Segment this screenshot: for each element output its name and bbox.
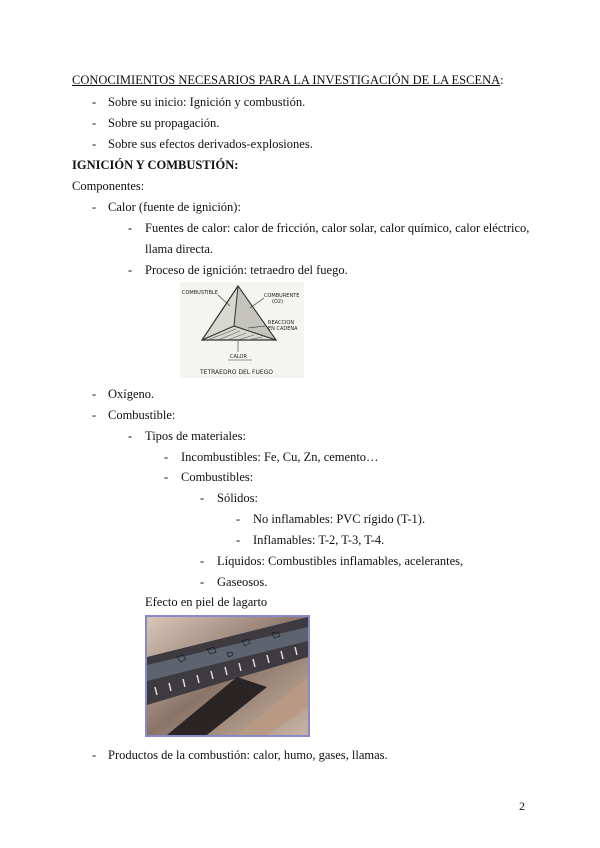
bullet-dash: - — [200, 554, 205, 568]
tipos-materiales: Tipos de materiales: — [145, 429, 246, 443]
label-comburente: COMBURENTE — [264, 293, 300, 299]
incombustibles-item: Incombustibles: Fe, Cu, Zn, cemento… — [181, 450, 379, 464]
solidos-item: Sólidos: — [217, 491, 258, 505]
figure-caption: TETRAEDRO DEL FUEGO — [200, 369, 274, 376]
bullet-dash: - — [128, 221, 133, 235]
page-heading: CONOCIMIENTOS NECESARIOS PARA LA INVESTIGACIÓN DE LA ESCENA: — [72, 73, 504, 87]
tetraedro-drawing — [180, 282, 304, 378]
bullet-dash: - — [92, 116, 97, 130]
bullet-dash: - — [164, 470, 169, 484]
section-title: IGNICIÓN Y COMBUSTIÓN: — [72, 158, 239, 172]
oxigeno-item: Oxígeno. — [108, 387, 155, 401]
charred-wood-image — [147, 617, 308, 735]
bullet-dash: - — [92, 95, 97, 109]
no-inflamables-item: No inflamables: PVC rígido (T-1). — [253, 512, 426, 526]
productos-item: Productos de la combustión: calor, humo, gases, llamas. — [108, 748, 388, 762]
page-number: 2 — [519, 799, 525, 813]
label-combustible: COMBUSTIBLE — [182, 290, 218, 296]
photo-caption: Efecto en piel de lagarto — [145, 595, 268, 609]
combustible-label: Combustible: — [108, 408, 176, 422]
bullet-dash: - — [92, 137, 97, 151]
intro-item-inicio: Sobre su inicio: Ignición y combustión. — [108, 95, 306, 109]
proceso-ignicion: Proceso de ignición: tetraedro del fuego. — [145, 263, 348, 277]
inflamables-item: Inflamables: T-2, T-3, T-4. — [253, 533, 385, 547]
intro-item-propagacion: Sobre su propagación. — [108, 116, 220, 130]
fuentes-calor-line2: llama directa. — [145, 242, 214, 256]
label-en-cadena: EN CADENA — [268, 326, 298, 332]
bullet-dash: - — [236, 533, 241, 547]
label-calor: CALOR — [230, 354, 247, 360]
label-comburente-o2: (O2) — [272, 299, 284, 305]
bullet-dash: - — [128, 263, 133, 277]
bullet-dash: - — [92, 387, 97, 401]
liquidos-item: Líquidos: Combustibles inflamables, acelerantes, — [217, 554, 464, 568]
combustibles-item: Combustibles: — [181, 470, 254, 484]
label-reaccion: REACCION — [268, 320, 295, 326]
page-heading-text: CONOCIMIENTOS NECESARIOS PARA LA INVESTIGACIÓN DE LA ESCENA — [72, 73, 501, 87]
bullet-dash: - — [92, 748, 97, 762]
bullet-dash: - — [236, 512, 241, 526]
calor-label: Calor (fuente de ignición): — [108, 200, 241, 214]
tetraedro-figure — [180, 282, 304, 378]
bullet-dash: - — [92, 408, 97, 422]
gaseosos-item: Gaseosos. — [217, 575, 268, 589]
bullet-dash: - — [128, 429, 133, 443]
bullet-dash: - — [164, 450, 169, 464]
components-label: Componentes: — [72, 179, 145, 193]
fuentes-calor-line1: Fuentes de calor: calor de fricción, calor solar, calor químico, calor eléctrico, — [145, 221, 530, 235]
bullet-dash: - — [200, 491, 205, 505]
bullet-dash: - — [200, 575, 205, 589]
bullet-dash: - — [92, 200, 97, 214]
piel-de-lagarto-photo — [145, 615, 310, 737]
intro-item-efectos: Sobre sus efectos derivados-explosiones. — [108, 137, 313, 151]
